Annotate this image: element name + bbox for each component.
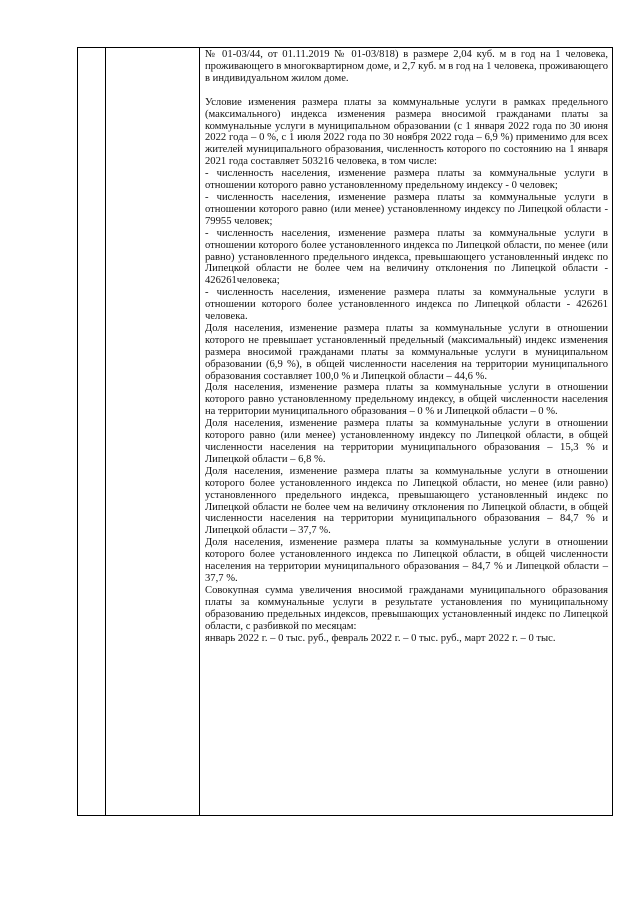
paragraph-share-above-region: Доля населения, изменение размера платы за коммунальные услуги в отношении которого более установленного индекса по Липецкой области, в общей численности населения на территории муниципального образования – 84,7 % и Липецкой области – 37,7 %. bbox=[205, 537, 608, 584]
table-row bbox=[78, 48, 613, 816]
paragraph-condition: Условие изменения размера платы за коммунальные услуги в рамках предельного (максимального) индекса изменения размера вносимой гражданами платы за коммунальные услуги в муниципальном образовании (с 1 января 2022 года по 30 июня 2022 года – 0 %, с 1 июля 2022 года по 30 ноября 2022 года – 6,9 %) применимо для всех жителей муниципального образования, численность которого по состоянию на 1 января 2021 года составляет 503216 человека, в том числе: bbox=[205, 96, 608, 168]
paragraph-population-above-region: - численность населения, изменение размера платы за коммунальные услуги в отношении которого более установленного индекса по Липецкой области - 426261 человека. bbox=[205, 287, 608, 323]
table-cell-number bbox=[78, 48, 106, 816]
paragraph-population-between: - численность населения, изменение размера платы за коммунальные услуги в отношении которого более установленного индекса по Липецкой области, по менее (или равно) установленного предельного индекса, превышающего установленный индекс по Липецкой области не более чем на величину отклонения по Липецкой области - 426261человека; bbox=[205, 227, 608, 287]
paragraph-share-equal-limit: Доля населения, изменение размера платы за коммунальные услуги в отношении которого равно установленному предельному индексу, в общей численности населения на территории муниципального образования – 0 % и Липецкой области – 0 %. bbox=[205, 382, 608, 418]
paragraph-population-equal-region: - численность населения, изменение размера платы за коммунальные услуги в отношении которого равно (или менее) установленному индексу по Липецкой области - 79955 человек; bbox=[205, 191, 608, 227]
paragraph-share-between: Доля населения, изменение размера платы за коммунальные услуги в отношении которого более установленного индекса по Липецкой области, но менее (или равно) установленного предельного индекса, превышающего установленный индекс по Липецкой области не более чем на величину отклонения по Липецкой области, в общей численности населения на территории муниципального образования – 84,7 % и Липецкой области – 37,7 %. bbox=[205, 465, 608, 537]
paragraph-share-not-exceeding: Доля населения, изменение размера платы за коммунальные услуги в отношении которого не превышает установленный предельный (максимальный) индекс изменения размера вносимой гражданами платы за коммунальные услуги в муниципальном образовании (6,9 %), в общей численности населения на территории муниципального образования составляет 100,0 % и Липецкой области – 44,6 %. bbox=[205, 322, 608, 382]
table-cell-text bbox=[200, 48, 613, 816]
paragraph-share-equal-region: Доля населения, изменение размера платы за коммунальные услуги в отношении которого равно (или менее) установленному индексу по Липецкой области, в общей численности населения на территории муниципального образования – 15,3 % и Липецкой области – 6,8 %. bbox=[205, 418, 608, 465]
paragraph-population-equal-limit: - численность населения, изменение размера платы за коммунальные услуги в отношении которого равно установленному предельному индексу - 0 человек; bbox=[205, 168, 608, 192]
table-cell-name bbox=[106, 48, 200, 816]
paragraph-monthly-breakdown: январь 2022 г. – 0 тыс. руб., февраль 2022 г. – 0 тыс. руб., март 2022 г. – 0 тыс. bbox=[205, 632, 556, 644]
paragraph-norm-continuation: № 01-03/44, от 01.11.2019 № 01-03/818) в размере 2,04 куб. м в год на 1 человека, проживающего в многоквартирном доме, и 2,7 куб. м в год на 1 человека, проживающего в индивидуальном жилом доме. bbox=[205, 49, 608, 84]
document-table bbox=[77, 47, 613, 816]
paragraph-total-increase: Совокупная сумма увеличения вносимой гражданами муниципального образования платы за коммунальные услуги в результате установления по муниципальному образованию предельных индексов, превышающих установленный индекс по Липецкой области, с разбивкой по месяцам: bbox=[205, 584, 608, 632]
cell-text bbox=[200, 48, 612, 644]
